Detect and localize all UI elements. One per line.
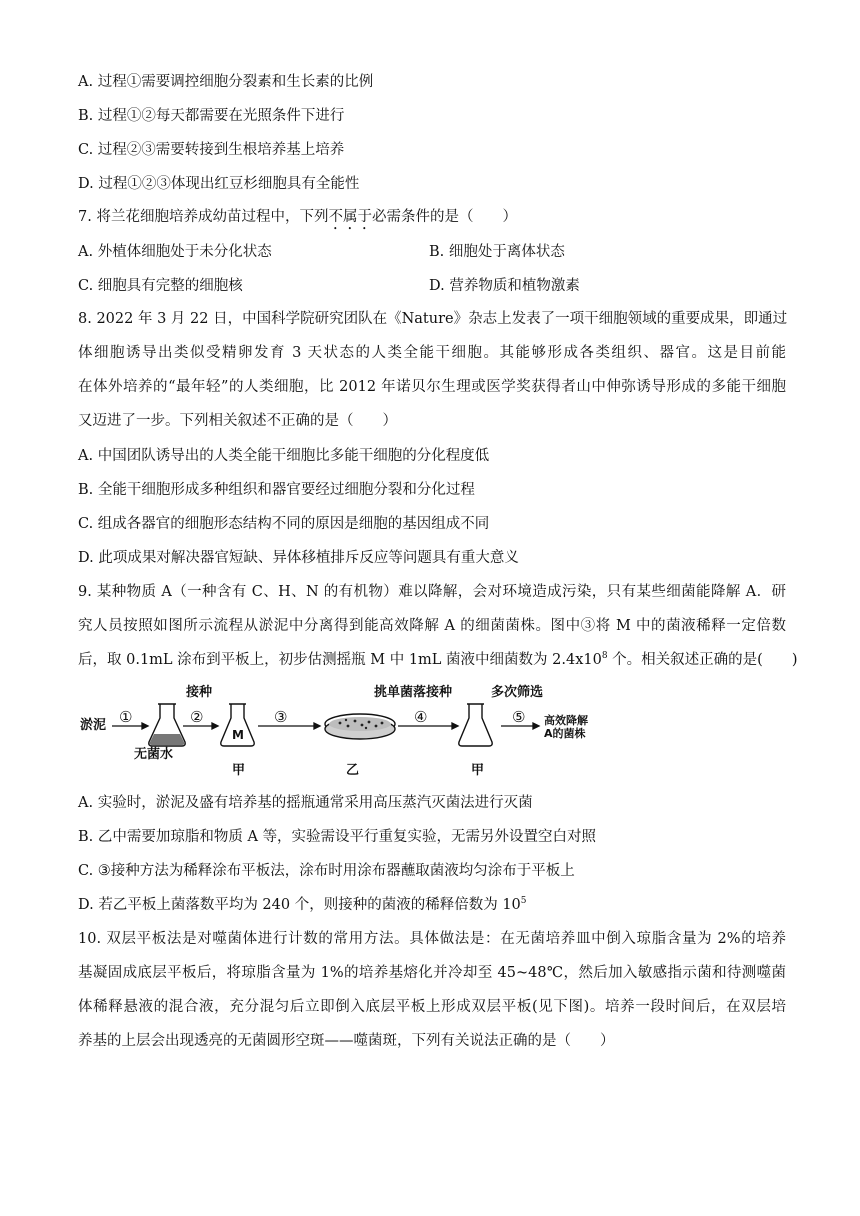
q9-option-d: D. 若乙平板上菌落数平均为 240 个，则接种的菌液的稀释倍数为 $10^5$ xyxy=(78,896,527,913)
flask-m-label: M xyxy=(232,728,244,742)
q9-option-a: A. 实验时，淤泥及盛有培养基的摇瓶通常采用高压蒸汽灭菌法进行灭菌 xyxy=(78,795,533,811)
step-4-label: ④ xyxy=(414,708,428,726)
q7-option-a: A. 外植体细胞处于未分化状态 xyxy=(78,244,272,260)
step-2-label: ② xyxy=(190,708,204,726)
label-inoculate: 接种 xyxy=(186,685,213,700)
flask-jia-icon xyxy=(459,704,492,746)
q9-option-c: C. ③接种方法为稀释涂布平板法，涂布时用涂布器蘸取菌液均匀涂布于平板上 xyxy=(78,863,575,879)
flask-sterile-water-icon xyxy=(149,704,185,746)
q9-stem: 9. 某种物质 A（一种含有 C、H、N 的有机物）难以降解，会对环境造成污染，只有某些细菌能降解 A．研 究人员按照如图所示流程从淤泥中分离得到能高效降解 A 的细菌菌株。图中③将 M 中的菌液稀释一定倍数 后，取 0.1mL 涂布到平板上，初步估测摇瓶 M 中 1mL 菌液中细菌数为 $2.4x10^8$ 个。相关叙述正确的是( ) xyxy=(78,584,798,668)
separation-flow-diagram xyxy=(78,676,718,786)
label-sterile-water: 无菌水 xyxy=(134,747,174,762)
q6-option-c: C. 过程②③需要转接到生根培养基上培养 xyxy=(78,142,345,158)
label-jia-2: 甲 xyxy=(471,763,485,778)
label-multiple-screening: 多次筛选 xyxy=(491,685,544,700)
q7-emphasis: 不属于 xyxy=(328,209,372,225)
label-result-line1: 高效降解 xyxy=(544,714,588,727)
step-5-label: ⑤ xyxy=(512,708,526,726)
q7-stem: 7. 将兰花细胞培养成幼苗过程中，下列不属于必需条件的是（ ） xyxy=(78,209,517,225)
label-yi: 乙 xyxy=(346,763,360,778)
q6-option-b: B. 过程①②每天都需要在光照条件下进行 xyxy=(78,108,345,124)
q7-option-c: C. 细胞具有完整的细胞核 xyxy=(78,278,243,294)
label-jia-1: 甲 xyxy=(232,763,246,778)
q8-stem: 8. 2022 年 3 月 22 日，中国科学院研究团队在《Nature》杂志上发表了一项干细胞领域的重要成果，即通过 体细胞诱导出类似受精卵发育 3 天状态的人类全能干细胞。其能够形成各类组织、器官。这是目前能 在体外培养的“最年轻”的人类细胞，比 2012 年诺贝尔生理或医学奖获得者山中伸弥诱导形成的多能干细胞 又迈进了一步。下列相关叙述不正确的是（ ） xyxy=(78,311,788,429)
label-pick-colony: 挑单菌落接种 xyxy=(374,685,453,700)
q7-option-b: B. 细胞处于离体状态 xyxy=(429,244,565,260)
label-sludge: 淤泥 xyxy=(80,718,107,733)
q6-option-a: A. 过程①需要调控细胞分裂素和生长素的比例 xyxy=(78,74,374,90)
q8-option-c: C. 组成各器官的细胞形态结构不同的原因是细胞的基因组成不同 xyxy=(78,516,490,532)
q9-option-b: B. 乙中需要加琼脂和物质 A 等，实验需设平行重复实验，无需另外设置空白对照 xyxy=(78,829,597,845)
step-3-label: ③ xyxy=(274,708,288,726)
q7-option-d: D. 营养物质和植物激素 xyxy=(429,278,580,294)
step-1-label: ① xyxy=(119,708,133,726)
q8-option-d: D. 此项成果对解决器官短缺、异体移植排斥反应等问题具有重大意义 xyxy=(78,550,519,566)
q8-option-a: A. 中国团队诱导出的人类全能干细胞比多能干细胞的分化程度低 xyxy=(78,448,490,464)
label-result-line2: A的菌株 xyxy=(544,727,586,740)
q10-stem: 10. 双层平板法是对噬菌体进行计数的常用方法。具体做法是：在无菌培养皿中倒入琼脂含量为 2%的培养 基凝固成底层平板后，将琼脂含量为 1%的培养基熔化并冷却至 45~48℃，然后加入敏感指示菌和待测噬菌 体稀释悬液的混合液，充分混匀后立即倒入底层平板上形成双层平板(见下图)。培养一段时间后，在双层培 养基的上层会出现透亮的无菌圆形空斑——噬菌斑，下列有关说法正确的是（ ） xyxy=(78,931,786,1049)
petri-dish-icon xyxy=(325,714,395,739)
q8-option-b: B. 全能干细胞形成多种组织和器官要经过细胞分裂和分化过程 xyxy=(78,482,475,498)
q6-option-d: D. 过程①②③体现出红豆杉细胞具有全能性 xyxy=(78,176,360,192)
